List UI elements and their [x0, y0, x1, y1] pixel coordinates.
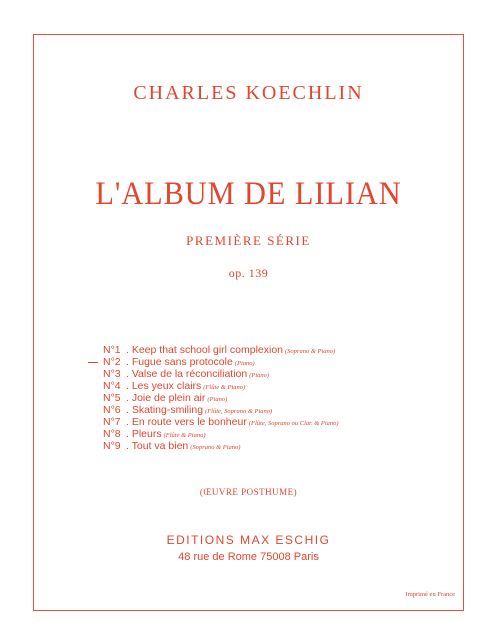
- piece-title: . Valse de la réconciliation: [126, 368, 248, 380]
- piece-instrumentation: (Flûte, Soprano ou Clar. & Piano): [248, 420, 339, 427]
- series-label: PREMIÈRE SÉRIE: [186, 233, 311, 248]
- piece-number: N°8: [103, 428, 121, 440]
- composer-name: CHARLES KOECHLIN: [133, 82, 364, 104]
- printed-in-notice: Imprimé en France: [405, 591, 455, 598]
- album-title: L'ALBUM DE LILIAN: [95, 176, 402, 212]
- piece-title: . Les yeux clairs: [126, 380, 202, 392]
- piece-list: [100, 344, 339, 452]
- publisher-address: 48 rue de Rome 75008 Paris: [178, 551, 319, 563]
- piece-title: . Tout va bien: [126, 440, 189, 452]
- piece-instrumentation: (Piano): [249, 372, 270, 379]
- piece-number: N°7: [103, 416, 121, 428]
- piece-number: N°9: [103, 440, 121, 452]
- piece-number: N°6: [103, 404, 121, 416]
- decorative-border-frame: [33, 34, 464, 611]
- piece-instrumentation: (Flûte & Piano): [163, 432, 206, 439]
- piece-title: . En route vers le bonheur: [126, 416, 247, 428]
- posthumous-note: (ŒUVRE POSTHUME): [199, 487, 298, 497]
- piece-instrumentation: (Soprano & Piano): [285, 348, 336, 355]
- piece-list-item: [100, 344, 339, 356]
- piece-number: N°5: [103, 392, 121, 404]
- piece-title: . Pleurs: [126, 428, 162, 440]
- piece-list-item: [100, 440, 339, 452]
- piece-number: N°4: [103, 380, 121, 392]
- piece-instrumentation: (Flûte & Piano): [203, 384, 246, 391]
- piece-number: N°3: [103, 368, 121, 380]
- piece-title: . Skating-smiling: [126, 404, 204, 416]
- opus-number: op. 139: [228, 266, 269, 280]
- piece-instrumentation: (Soprano & Piano): [190, 444, 241, 451]
- piece-list-item: [100, 380, 339, 392]
- piece-instrumentation: (Flûte, Soprano & Piano): [205, 408, 273, 415]
- piece-list-item: [100, 368, 339, 380]
- piece-list-item: [100, 356, 339, 368]
- piece-list-item: [100, 416, 339, 428]
- margin-dash-mark: [88, 362, 98, 363]
- piece-list-item: [100, 392, 339, 404]
- piece-title: . Keep that school girl complexion: [126, 344, 284, 356]
- piece-title: . Fugue sans protocole: [126, 356, 233, 368]
- piece-list-item: [100, 404, 339, 416]
- piece-instrumentation: (Piano): [234, 360, 255, 367]
- piece-number: N°2: [103, 356, 121, 368]
- piece-number: N°1: [103, 344, 121, 356]
- piece-title: . Joie de plein air: [126, 392, 206, 404]
- piece-instrumentation: (Piano): [207, 396, 228, 403]
- publisher-name: EDITIONS MAX ESCHIG: [166, 533, 331, 547]
- piece-list-item: [100, 428, 339, 440]
